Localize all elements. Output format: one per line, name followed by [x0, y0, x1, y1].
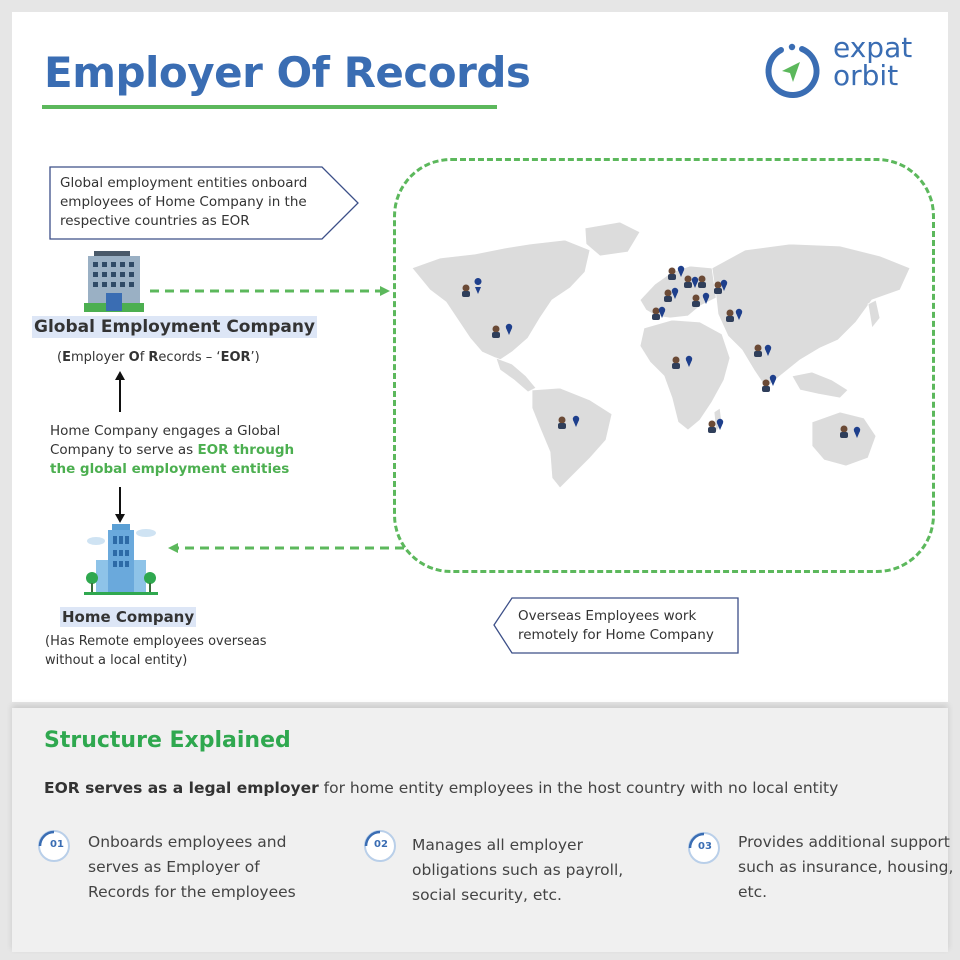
intro-rest: for home entity employees in the host country with no local entity: [318, 779, 839, 797]
logo-word-orbit: orbit: [833, 59, 899, 92]
arrowhead-to-home: [168, 543, 178, 553]
home-company-note: (Has Remote employees overseas without a local entity): [45, 634, 267, 668]
point-02-text: Manages all employer obligations such as payroll, social security, etc.: [412, 836, 624, 904]
page-title: Employer Of Records: [44, 48, 531, 97]
arrow-up-icon: [115, 371, 125, 412]
map-dashed-frame: [393, 158, 935, 573]
home-building-icon: [84, 524, 158, 595]
point-01-text: Onboards employees and serves as Employer of Records for the employees: [88, 833, 296, 901]
office-building-icon: [84, 251, 144, 312]
logo-word-expat: expat: [833, 31, 913, 64]
section-title: Structure Explained: [44, 728, 291, 753]
point-03-text: Provides additional support such as insurance, housing, etc.: [738, 833, 954, 901]
engage-highlight: EOR through the global employment entities: [50, 442, 295, 477]
badge-02-number: 02: [374, 839, 388, 850]
arrow-down-icon: [115, 487, 125, 523]
home-company-label: Home Company: [62, 608, 195, 626]
arrowhead-to-map: [380, 286, 390, 296]
global-company-label: Global Employment Company: [34, 317, 316, 337]
engage-note: Home Company engages a Global Company to serve as EOR through the global employment entities: [50, 423, 295, 477]
intro-bold: EOR serves as a legal employer: [44, 779, 319, 797]
callout-top-text: Global employment entities onboard employees of Home Company in the respective countries as EOR: [60, 175, 308, 229]
badge-01-number: 01: [50, 839, 64, 850]
intro-statement: [44, 779, 838, 797]
eor-note: (Employer Of Records – ‘EOR’): [57, 350, 260, 365]
callout-bottom-text: Overseas Employees work remotely for Home Company: [518, 608, 714, 643]
badge-03-number: 03: [698, 841, 712, 852]
